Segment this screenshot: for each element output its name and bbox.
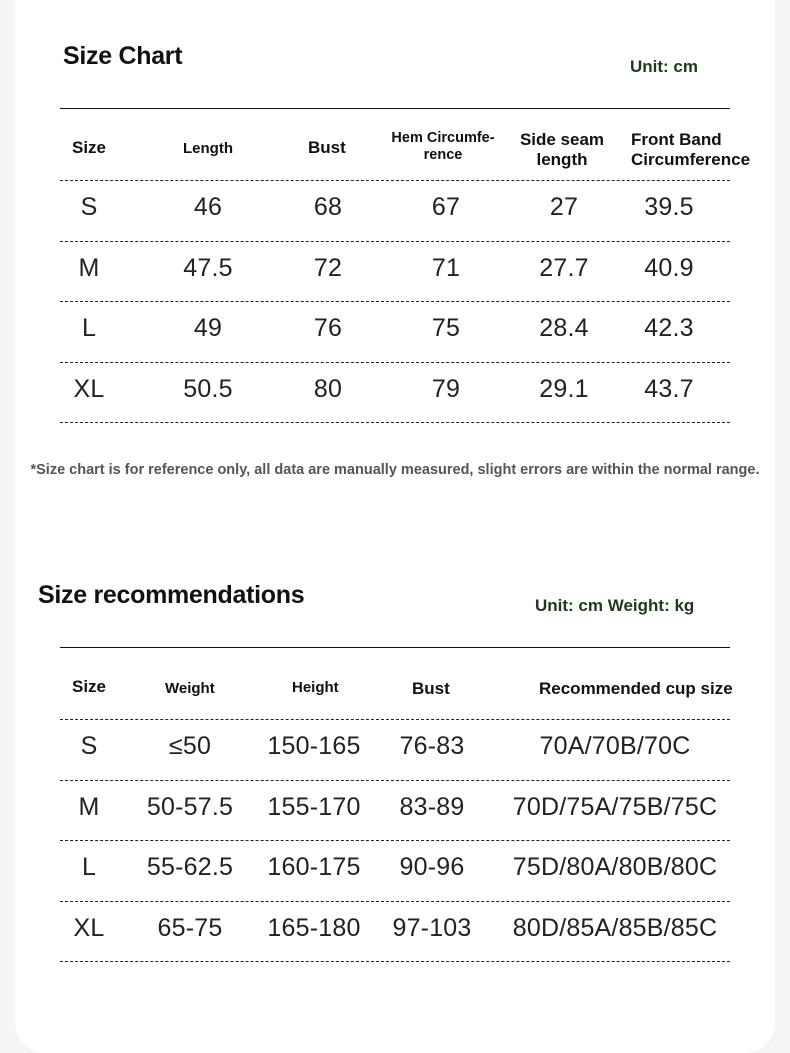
size-rec-cell: S: [80, 732, 98, 760]
header-hem-line2: rence: [423, 146, 463, 163]
size-chart-cell: 40.9: [644, 253, 694, 282]
size-rec-cell: 150-165: [267, 732, 361, 760]
header-divider: [60, 180, 730, 181]
size-chart-row-divider: [60, 362, 730, 363]
size-rec-cell: 97-103: [392, 913, 472, 942]
header-hem-line1: Hem Circumfe-: [391, 130, 495, 146]
rec-header-size: Size: [72, 677, 107, 696]
size-chart-cell: 49: [193, 314, 223, 342]
size-chart-cell: XL: [73, 374, 105, 403]
size-chart-cell: 71: [431, 253, 461, 282]
size-chart-cell: 46: [193, 193, 223, 221]
size-chart-cell: 47.5: [183, 253, 233, 282]
size-chart-cell: M: [78, 253, 100, 282]
rec-header-divider: [60, 719, 730, 720]
table-top-rule: [60, 108, 730, 109]
size-rec-row-divider: [60, 901, 730, 902]
header-length: Length: [183, 140, 233, 157]
header-size: Size: [72, 138, 107, 157]
rec-header-weight: Weight: [165, 680, 215, 697]
size-chart-cell: 50.5: [183, 374, 233, 403]
header-front-band-circumference: [631, 130, 750, 169]
size-rec-cell: 90-96: [399, 853, 465, 881]
size-rec-row-divider: [60, 961, 730, 962]
size-rec-cell: L: [81, 853, 97, 881]
size-rec-cell: 83-89: [399, 792, 465, 821]
size-chart-cell: 27: [549, 193, 579, 221]
size-chart-unit: Unit: cm: [630, 57, 698, 76]
size-chart-title: Size Chart: [63, 42, 183, 70]
header-front-line2: Circumference: [631, 149, 751, 169]
size-chart-cell: 28.4: [539, 314, 589, 342]
size-recommendations-title: Size recommendations: [38, 581, 305, 609]
size-rec-cell: XL: [73, 913, 105, 942]
rec-header-recommended-cup-size: Recommended cup size: [539, 679, 733, 698]
size-rec-cell: 55-62.5: [146, 853, 234, 881]
size-rec-cell: 160-175: [267, 853, 361, 881]
size-recommendations-unit: Unit: cm Weight: kg: [535, 596, 695, 615]
size-chart-cell: 80: [313, 374, 343, 403]
rec-header-bust: Bust: [412, 679, 450, 698]
size-rec-cell: 70A/70B/70C: [539, 732, 691, 760]
size-rec-cell: 76-83: [399, 732, 465, 760]
size-rec-cell: 155-170: [267, 792, 361, 821]
rec-header-height: Height: [292, 679, 339, 696]
size-rec-cell: M: [78, 792, 100, 821]
size-rec-cell: ≤50: [168, 732, 212, 760]
header-bust: Bust: [308, 138, 346, 157]
size-rec-cell: 80D/85A/85B/85C: [512, 913, 718, 942]
size-rec-cell: 65-75: [157, 913, 223, 942]
size-chart-cell: 79: [431, 374, 461, 403]
size-rec-cell: 50-57.5: [146, 792, 234, 821]
size-chart-cell: 27.7: [539, 253, 589, 282]
size-chart-row-divider: [60, 301, 730, 302]
size-chart-cell: 42.3: [644, 314, 694, 342]
header-front-line1: Front Band: [631, 130, 722, 149]
size-rec-cell: 75D/80A/80B/80C: [512, 853, 718, 881]
size-rec-cell: 70D/75A/75B/75C: [512, 792, 718, 821]
size-chart-cell: 67: [431, 193, 461, 221]
header-side-seam-length: [514, 130, 610, 169]
size-chart-cell: 43.7: [644, 374, 694, 403]
size-chart-note: *Size chart is for reference only, all data are manually measured, slight errors are within the normal range.: [30, 462, 760, 478]
size-chart-cell: 68: [313, 193, 343, 221]
size-chart-cell: L: [81, 314, 97, 342]
size-chart-row-divider: [60, 241, 730, 242]
size-chart-cell: 39.5: [644, 193, 694, 221]
header-side-line2: length: [536, 149, 588, 169]
size-chart-cell: 29.1: [539, 374, 589, 403]
size-chart-cell: 76: [313, 314, 343, 342]
header-side-line1: Side seam: [519, 130, 605, 149]
size-chart-cell: 72: [313, 253, 343, 282]
header-hem-circumference: [383, 130, 503, 163]
size-chart-row-divider: [60, 422, 730, 423]
size-chart-cell: S: [80, 193, 98, 221]
size-rec-row-divider: [60, 780, 730, 781]
size-rec-cell: 165-180: [267, 913, 361, 942]
rec-table-top-rule: [60, 647, 730, 648]
size-chart-cell: 75: [431, 314, 461, 342]
size-rec-row-divider: [60, 840, 730, 841]
